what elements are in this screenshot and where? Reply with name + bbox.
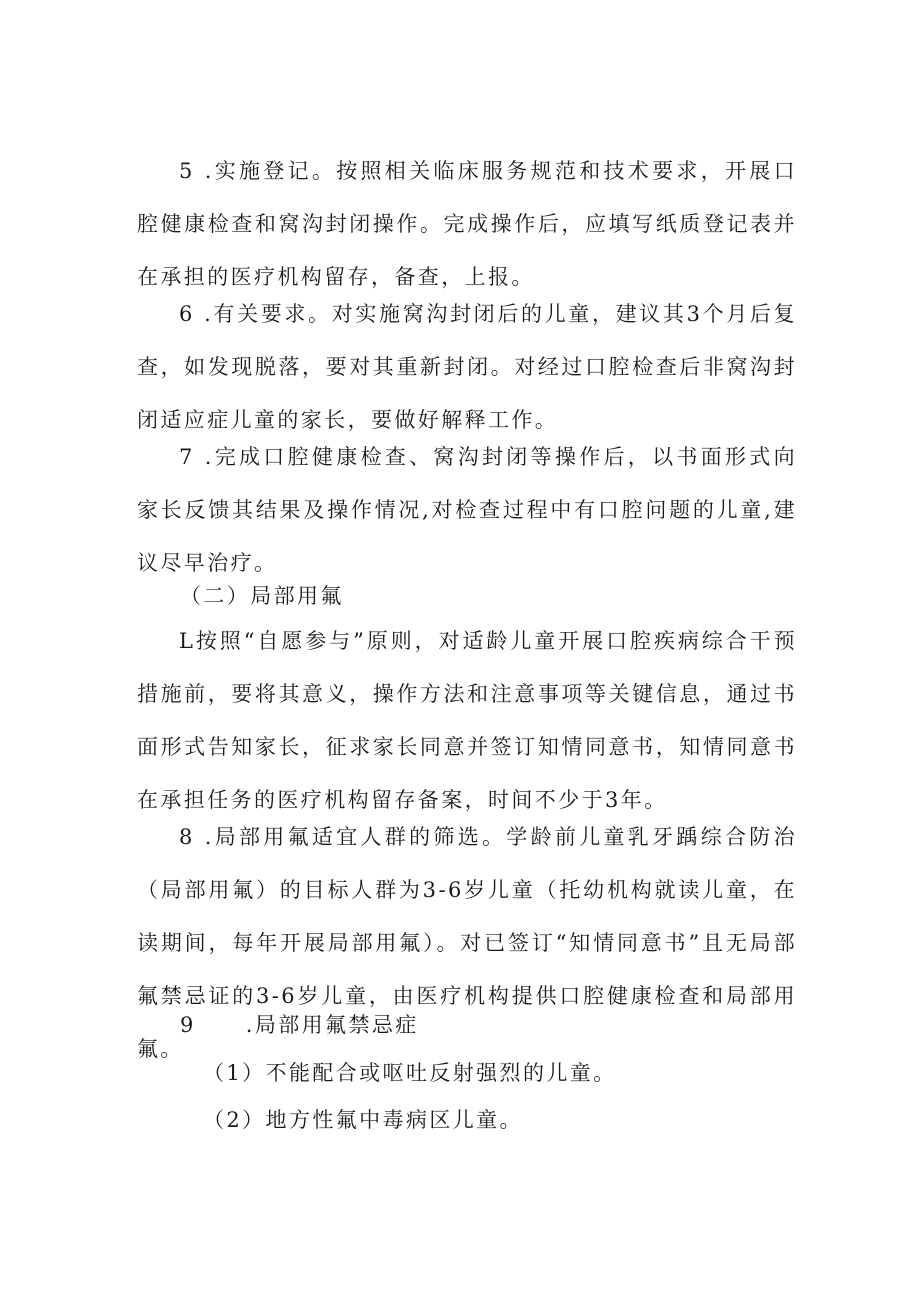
paragraph-l: L按照“自愿参与”原则，对适龄儿童开展口腔疾病综合干预措施前，要将其意义，操作方法和注意事项等关键信息，通过书面形式告知家长，征求家长同意并签订知情同意书，知情同意书在承担任务的医疗机构留存备案，时间不少于3年。 (137, 629, 797, 812)
paragraph-8: 8 .局部用氟适宜人群的筛选。学龄前儿童乳牙踽综合防治（局部用氟）的目标人群为3-6岁儿童（托幼机构就读儿童，在读期间，每年开展局部用氟）。对已签订“知情同意书”且无局部氟禁忌证的3-6岁儿童，由医疗机构提供口腔健康检查和局部用氟。 (137, 825, 797, 1061)
paragraph-5: 5 .实施登记。按照相关临床服务规范和技术要求，开展口腔健康检查和窝沟封闭操作。完成操作后，应填写纸质登记表并在承担的医疗机构留存，备查，上报。 (137, 159, 797, 289)
list-item-2: （2）地方性氟中毒病区儿童。 (203, 1108, 523, 1132)
paragraph-9-text: .局部用氟禁忌症 (245, 1013, 419, 1037)
paragraph-7: 7 .完成口腔健康检查、窝沟封闭等操作后，以书面形式向家长反馈其结果及操作情况,对检查过程中有口腔问题的儿童,建议尽早治疗。 (137, 445, 797, 575)
list-item-1: （1）不能配合或呕吐反射强烈的儿童。 (203, 1061, 617, 1085)
paragraph-9 (180, 999, 419, 1052)
paragraph-9-number: 9 (180, 1013, 196, 1037)
paragraph-6: 6 .有关要求。对实施窝沟封闭后的儿童，建议其3个月后复查，如发现脱落，要对其重新封闭。对经过口腔检查后非窝沟封闭适应症儿童的家长，要做好解释工作。 (137, 302, 797, 432)
section-heading-topical-fluoride: （二）局部用氟 (180, 584, 344, 608)
